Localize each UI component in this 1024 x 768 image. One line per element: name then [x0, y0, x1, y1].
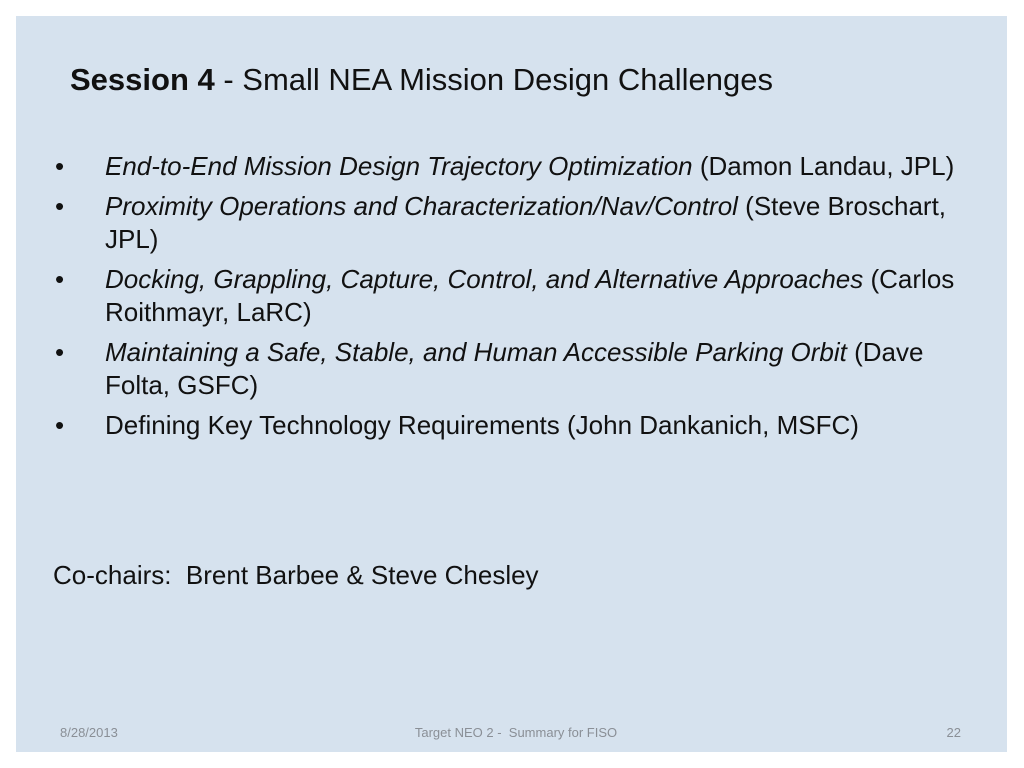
bullet-dot: • [55, 337, 65, 367]
bullet-presenter: (Damon Landau, JPL) [692, 151, 955, 181]
bullet-item [52, 150, 972, 183]
bullet-dot: • [55, 264, 65, 294]
bullet-presenter: Defining Key Technology Requirements (John Dankanich, MSFC) [105, 410, 859, 440]
bullet-item [52, 336, 972, 402]
footer-date: 8/28/2013 [60, 725, 118, 740]
slide [16, 16, 1007, 752]
bullet-item [52, 190, 972, 256]
bullet-presenter: (Dave Folta, GSFC) [105, 337, 924, 400]
title-session-label: Session 4 [70, 62, 215, 97]
bullet-presenter: (Carlos Roithmayr, LaRC) [105, 264, 955, 327]
slide-title [70, 60, 773, 100]
bullet-dot: • [55, 191, 65, 221]
bullet-topic: Docking, Grappling, Capture, Control, and Alternative Approaches [105, 264, 864, 294]
title-topic: - Small NEA Mission Design Challenges [214, 62, 773, 97]
bullet-presenter: (Steve Broschart, JPL) [105, 191, 947, 254]
bullet-dot: • [55, 410, 65, 440]
footer-title: Target NEO 2 - Summary for FISO [414, 725, 618, 740]
bullet-item [52, 263, 972, 329]
co-chairs-line: Co-chairs: Brent Barbee & Steve Chesley [53, 560, 539, 590]
bullet-item [52, 409, 972, 442]
bullet-topic: Proximity Operations and Characterization/Nav/Control [105, 191, 738, 221]
footer-page-number: 22 [946, 725, 961, 740]
bullet-dot: • [55, 151, 65, 181]
bullet-list [52, 150, 972, 449]
bullet-topic: Maintaining a Safe, Stable, and Human Accessible Parking Orbit [105, 337, 847, 367]
bullet-topic: End-to-End Mission Design Trajectory Optimization [105, 151, 693, 181]
